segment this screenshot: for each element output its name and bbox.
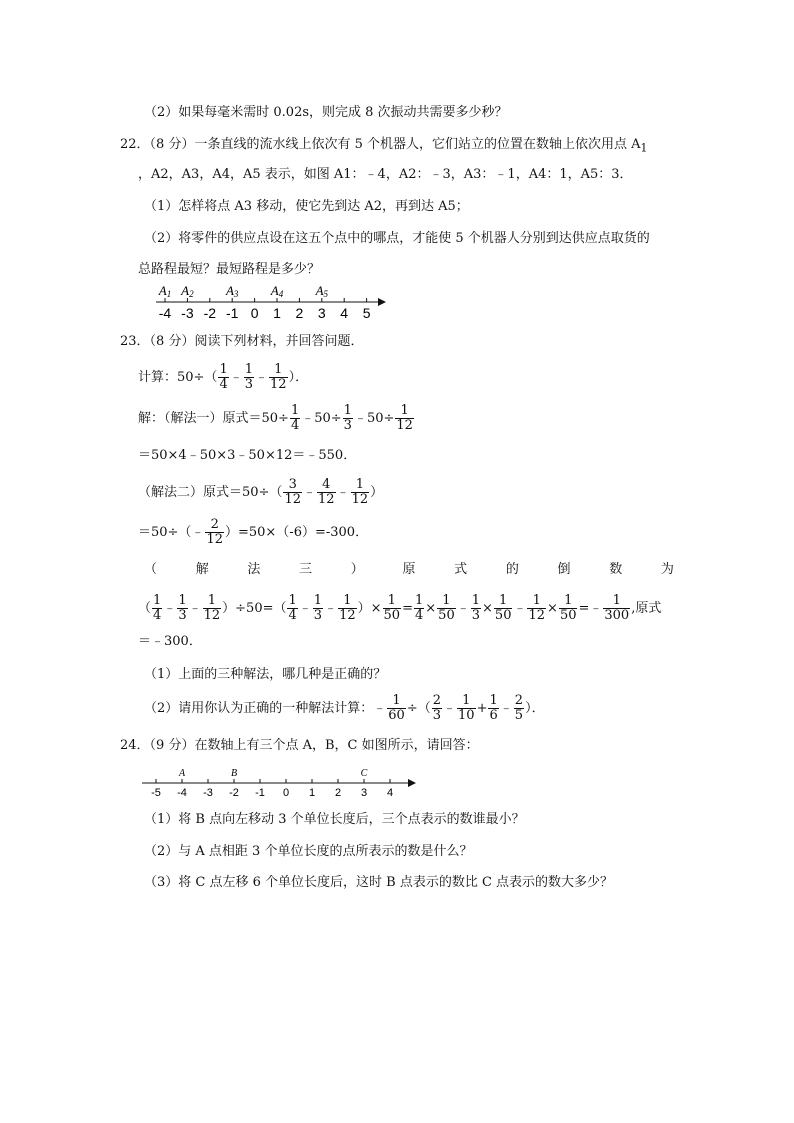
num: 3 [283, 478, 302, 493]
axis-tick-label: 2 [295, 305, 304, 320]
den: 4 [219, 377, 228, 392]
axis-point-label: A2 [181, 283, 194, 299]
q23-sol1-label: 解：（解法一）原式＝ [138, 411, 262, 426]
axis-tick-label: 1 [273, 305, 281, 320]
num: 1 [313, 593, 323, 608]
q23-sol2-line1: （解法二）原式＝50÷（ $\frac{3}{12}$ ﹣ $\frac{4}{12}$ ﹣ $\frac{1}{12}$ ） [138, 477, 384, 507]
q23-sol3-char: 的 [505, 562, 519, 577]
frac [244, 363, 254, 392]
num: 1 [288, 593, 297, 608]
den: 12 [206, 532, 223, 547]
num: 2 [514, 693, 524, 708]
q22-part2-line2: 总路程最短？最短路程是多少？ [138, 262, 321, 277]
den: 3 [178, 608, 187, 623]
q23-sol3-char: 为 [660, 562, 674, 577]
num: 1 [203, 594, 222, 609]
q23-part2-label: （2）请用你认为正确的一种解法计算：﹣ [144, 701, 387, 716]
den: 12 [284, 492, 301, 507]
frac [351, 478, 370, 507]
num: 1 [457, 694, 476, 709]
frac [338, 594, 357, 623]
num: 1 [383, 594, 402, 609]
q23-sol3-char: 数 [609, 562, 623, 577]
frac [559, 594, 578, 623]
q23-sol2-label: （解法二）原式＝50÷（ [138, 485, 283, 500]
frac [317, 478, 336, 507]
den: 60 [388, 708, 405, 723]
q23-sol3-line1 [144, 561, 674, 579]
frac [287, 594, 297, 623]
num: 1 [351, 478, 370, 493]
axis-tick-label: -3 [181, 305, 194, 320]
axis-point-label: B [230, 768, 238, 779]
q23-sol3-char: 式 [454, 562, 468, 577]
q23-sol3-tail: 原式 [635, 601, 662, 616]
axis-tick-label: 5 [362, 305, 371, 320]
num: 2 [432, 693, 442, 708]
q23-sol2-line2 [138, 518, 368, 547]
den: 4 [288, 608, 297, 623]
q22-heading-text: 22．（8 分）一条直线的流水线上依次有 5 个机器人，它们站立的位置在数轴上依次用点 A [120, 137, 641, 152]
q23-sol3-line2: （ $\frac{1}{4}$ ﹣ $\frac{1}{3}$ ﹣ $\frac{1}{12}$ ）÷50=（ $\frac{1}{4}$ ﹣ $\frac{1}{3}$ ﹣ $\frac{1}{12}$ ）× $\frac{1}{50}$ = $\frac{1}{4}$ × $\frac{1}{50}$ ﹣ $\frac{1}{3}$ × $\frac{1}{50}$ ﹣ $\frac{1}{12}$ × $\frac{1}{50}$ =﹣ $\frac{1}{300}$ ,原式 [138, 593, 662, 623]
q24-number-line [138, 760, 428, 802]
axis-point-label: A3 [225, 283, 239, 299]
frac [527, 594, 546, 623]
frac [290, 404, 300, 433]
axis-point-label: A4 [270, 283, 284, 299]
num: 1 [343, 403, 352, 418]
q23-sol3-char: 倒 [557, 562, 571, 577]
frac [514, 694, 524, 723]
den: 50 [438, 608, 455, 623]
q23-sol2-line2-a: ＝50÷（﹣ [138, 525, 205, 540]
den: 12 [351, 492, 369, 507]
den: 3 [471, 608, 481, 623]
q24-axis-arrow [408, 779, 416, 787]
den: 12 [203, 608, 221, 623]
axis-tick-label: 3 [360, 787, 368, 799]
den: 3 [343, 418, 352, 433]
axis-tick-label: -3 [203, 787, 213, 799]
q23-heading: 23．（8 分）阅读下列材料，并回答问题． [120, 334, 364, 349]
den: 12 [396, 418, 413, 433]
axis-tick-label: 1 [308, 787, 316, 799]
num: 1 [244, 362, 254, 377]
frac [414, 594, 424, 623]
frac [494, 594, 513, 623]
frac [218, 363, 228, 392]
frac [603, 594, 630, 623]
q21-part2: （2）如果每毫米需时 0.02s，则完成 8 次振动共需要多少秒？ [144, 105, 508, 120]
q23-sol1-line2: ＝50×4﹣50×3﹣50×12＝﹣550． [138, 448, 357, 463]
frac [313, 594, 323, 623]
num: 1 [153, 593, 162, 608]
den: 6 [489, 708, 498, 723]
q22-number-line [150, 280, 390, 320]
num: 1 [494, 594, 513, 609]
den: 4 [414, 608, 424, 623]
num: 1 [559, 594, 578, 609]
num: 1 [437, 594, 456, 609]
frac [203, 594, 222, 623]
frac [457, 694, 476, 723]
frac [471, 594, 481, 623]
num: 2 [205, 518, 224, 533]
num: 1 [527, 594, 546, 609]
den: 3 [432, 708, 442, 723]
den: 300 [604, 608, 630, 623]
den: 3 [313, 608, 323, 623]
q22-axis-arrow [378, 298, 386, 306]
q23-part2: （2）请用你认为正确的一种解法计算：﹣ $\frac{1}{60}$ ÷（ $\frac{2}{3}$ ﹣ $\frac{1}{10}$ + $\frac{1}{6}$ ﹣ $\frac{2}{5}$ ）． [144, 693, 545, 723]
q23-calc-label: 计算：50÷（ [138, 370, 218, 385]
axis-tick-label: -2 [229, 787, 239, 799]
num: 1 [414, 593, 424, 608]
den: 3 [244, 377, 254, 392]
den: 12 [318, 492, 335, 507]
num: 1 [269, 363, 288, 378]
q22-line2: ，A2，A3，A4，A5 表示，如图 A1：﹣4，A2：﹣3，A3：﹣1，A4：1，A5：3． [138, 167, 633, 182]
q24-part2: （2）与 A 点相距 3 个单位长度的点所表示的数是什么？ [144, 844, 473, 859]
den: 12 [270, 377, 287, 392]
frac [437, 594, 456, 623]
den: 10 [458, 708, 475, 723]
num: 1 [489, 693, 498, 708]
axis-tick-label: -4 [158, 305, 172, 320]
q22-part2-line1: （2）将零件的供应点设在这五个点中的哪点，才能使 5 个机器人分别到达供应点取货的 [144, 231, 650, 246]
den: 50 [383, 608, 401, 623]
q24-part3: （3）将 C 点左移 6 个单位长度后，这时 B 点表示的数比 C 点表示的数大多少？ [144, 875, 614, 890]
num: 1 [603, 594, 630, 609]
axis-tick-label: -2 [203, 305, 217, 320]
axis-tick-label: 2 [334, 787, 342, 799]
frac [343, 404, 353, 433]
q23-sol2-line2-b: ）=50×（-6）=-300． [224, 525, 369, 540]
q22-heading-sub: 1 [640, 141, 648, 155]
frac [432, 694, 442, 723]
q22-heading [120, 136, 647, 158]
q23-calc-line: 计算：50÷（ $\frac{1}{4}$ ﹣ $\frac{1}{3}$ ﹣ $\frac{1}{12}$ ）． [138, 362, 309, 392]
q23-sol3-char: ） [350, 562, 364, 577]
q23-sol3-char: （ [144, 562, 158, 577]
q23-sol3-char: 解 [195, 562, 209, 577]
q23-sol3-char: 原 [402, 562, 416, 577]
den: 50 [559, 608, 577, 623]
frac [488, 694, 498, 723]
axis-tick-label: -4 [177, 787, 187, 799]
q23-sol3-char: 三 [299, 562, 313, 577]
q22-part1: （1）怎样将点 A3 移动，使它先到达 A2，再到达 A5； [144, 199, 469, 214]
num: 1 [219, 362, 228, 377]
frac [283, 478, 302, 507]
frac [205, 518, 224, 547]
frac [395, 404, 414, 433]
axis-tick-label: 0 [250, 305, 259, 320]
den: 12 [339, 608, 356, 623]
axis-tick-label: -1 [255, 787, 265, 799]
q23-sol3-line3: ＝﹣300． [138, 634, 202, 649]
num: 1 [471, 593, 481, 608]
frac [269, 363, 288, 392]
den: 5 [514, 708, 524, 723]
q24-heading: 24．（9 分）在数轴上有三个点 A，B，C 如图所示，请回答： [120, 738, 479, 753]
frac [387, 694, 406, 723]
den: 50 [494, 608, 512, 623]
axis-point-label: A [178, 768, 186, 779]
den: 12 [528, 608, 546, 623]
num: 1 [178, 593, 187, 608]
den: 4 [290, 418, 300, 433]
axis-tick-label: -5 [151, 787, 161, 799]
q23-sol3-char: 法 [247, 562, 261, 577]
q23-part1: （1）上面的三种解法，哪几种是正确的？ [144, 667, 387, 682]
q24-part1: （1）将 B 点向左移动 3 个单位长度后，三个点表示的数谁最小？ [144, 812, 525, 827]
num: 1 [338, 594, 357, 609]
axis-tick-label: 4 [386, 787, 394, 799]
axis-tick-label: 4 [340, 305, 349, 320]
frac [152, 594, 162, 623]
axis-point-label: C [360, 768, 368, 779]
axis-tick-label: 3 [317, 305, 326, 320]
frac [383, 594, 402, 623]
axis-tick-label: 0 [282, 787, 290, 799]
frac [177, 594, 187, 623]
den: 4 [153, 608, 162, 623]
axis-tick-label: -1 [225, 305, 239, 320]
axis-point-label: A5 [315, 283, 329, 299]
axis-point-label: A1 [158, 283, 172, 299]
num: 1 [395, 404, 414, 419]
q23-sol1-line1: 解：（解法一）原式＝50÷ $\frac{1}{4}$ ﹣50÷ $\frac{1}{3}$ ﹣50÷ $\frac{1}{12}$ [138, 403, 413, 433]
num: 1 [387, 694, 406, 709]
num: 1 [290, 403, 300, 418]
num: 4 [317, 478, 336, 493]
